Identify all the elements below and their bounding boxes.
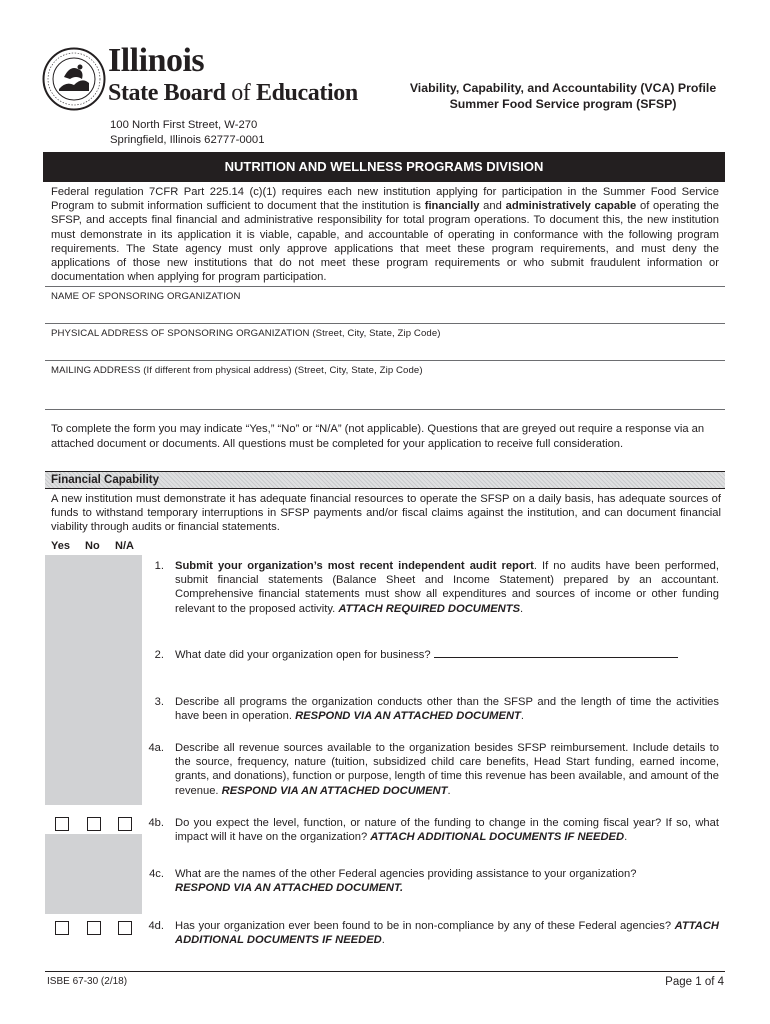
q4c-text: What are the names of the other Federal agencies providing assistance to your organization? RESPOND VIA AN ATTACHED DOCUMENT. [175,868,637,895]
org-name-line1: Illinois [108,42,205,79]
q2-number: 2. [154,649,164,661]
col-na-header: N/A [115,540,134,552]
form-instructions: To complete the form you may indicate “Yes,” “No” or “N/A” (not applicable). Questions that are greyed out require a response via an attached document or documents. All questions must be completed for your application to receive full consideration. [51,423,705,450]
financial-capability-heading: Financial Capability [45,471,725,489]
q4b-text: Do you expect the level, function, or nature of the funding to change in the coming fiscal year? If so, what impact will it have on the organization? ATTACH ADDITIONAL DOCUMENTS IF NEEDED. [175,817,719,844]
q4b-na-checkbox[interactable] [118,817,132,831]
q2-text: What date did your organization open for business? [175,648,719,662]
q4b-yes-checkbox[interactable] [55,817,69,831]
mailing-address-field[interactable] [45,360,725,410]
footer-divider [45,971,725,972]
form-title: Viability, Capability, and Accountability (VCA) Profile Summer Food Service program (SFSP) [409,81,717,111]
org-name-line2: State Board of Education [108,80,358,106]
form-id: ISBE 67-30 (2/18) [47,976,128,987]
physical-address-field[interactable] [45,323,725,360]
physical-address-label: PHYSICAL ADDRESS OF SPONSORING ORGANIZATION (Street, City, State, Zip Code) [51,328,441,339]
greyed-response-area [45,834,142,914]
sponsor-name-field[interactable] [45,286,725,323]
q1-text: Submit your organization’s most recent independent audit report. If no audits have been performed, submit financial statements (Balance Sheet and Income Statement) prepared by an accountant. Comprehensive financial statements must show all expenditures and sources of income or other funding relevant to the proposed activity. ATTACH REQUIRED DOCUMENTS. [175,560,720,615]
q1-number: 1. [154,560,164,572]
q4d-na-checkbox[interactable] [118,921,132,935]
intro-paragraph: Federal regulation 7CFR Part 225.14 (c)(1) requires each new institution applying for participation in the Summer Food Service Program to submit information sufficient to document that the institution is financially and administratively capable of operating the SFSP, and accepts final financial and administrative responsibility for total program operations. To document this, the new institution must demonstrate in its application it is viable, capable, and accountable of operating in conformance with the following program requirements. The State agency must only approve applications that meet these program requirements, and must deny the applications of those new institutions that do not meet these program requirements or who submit fraudulent information or documentation when applying for program participation. [51,186,719,284]
q4c-number: 4c. [149,868,164,880]
state-seal-logo [42,47,106,111]
division-banner: NUTRITION AND WELLNESS PROGRAMS DIVISION [43,152,725,182]
sponsor-name-label: NAME OF SPONSORING ORGANIZATION [51,291,241,302]
q4d-no-checkbox[interactable] [87,921,101,935]
q4a-text: Describe all revenue sources available to the organization besides SFSP reimbursement. Include details to the source, frequency, nature (tuition, subsidized child care benefits, Head Start funding, earned income, grants, and donations), function or purpose, length of time this revenue has been available, and amount of the revenue. RESPOND VIA AN ATTACHED DOCUMENT. [175,742,719,797]
q3-text: Describe all programs the organization conducts other than the SFSP and the length of time the activities have been in operation. RESPOND VIA AN ATTACHED DOCUMENT. [175,696,719,723]
page-number: Page 1 of 4 [665,976,724,988]
financial-capability-text: A new institution must demonstrate it has adequate financial resources to operate the SFSP on a daily basis, has adequate sources of funds to withstand temporary interruptions in SFSP payments and/or fiscal claims against the institution, and can document financial viability through audits or financial statements. [51,493,721,534]
greyed-response-area [45,555,142,805]
q4a-number: 4a. [148,742,164,754]
q3-number: 3. [154,696,164,708]
q4b-number: 4b. [148,817,164,829]
q2-date-input[interactable] [434,648,678,658]
agency-address: 100 North First Street, W-270 Springfield, Illinois 62777-0001 [110,119,265,146]
q4b-no-checkbox[interactable] [87,817,101,831]
q4d-yes-checkbox[interactable] [55,921,69,935]
q4d-number: 4d. [148,920,164,932]
mailing-address-label: MAILING ADDRESS (If different from physical address) (Street, City, State, Zip Code) [51,365,423,376]
col-yes-header: Yes [51,540,70,552]
col-no-header: No [85,540,100,552]
q4d-text: Has your organization ever been found to be in non-compliance by any of these Federal agencies? ATTACH ADDITIONAL DOCUMENTS IF NEEDED. [175,920,719,947]
